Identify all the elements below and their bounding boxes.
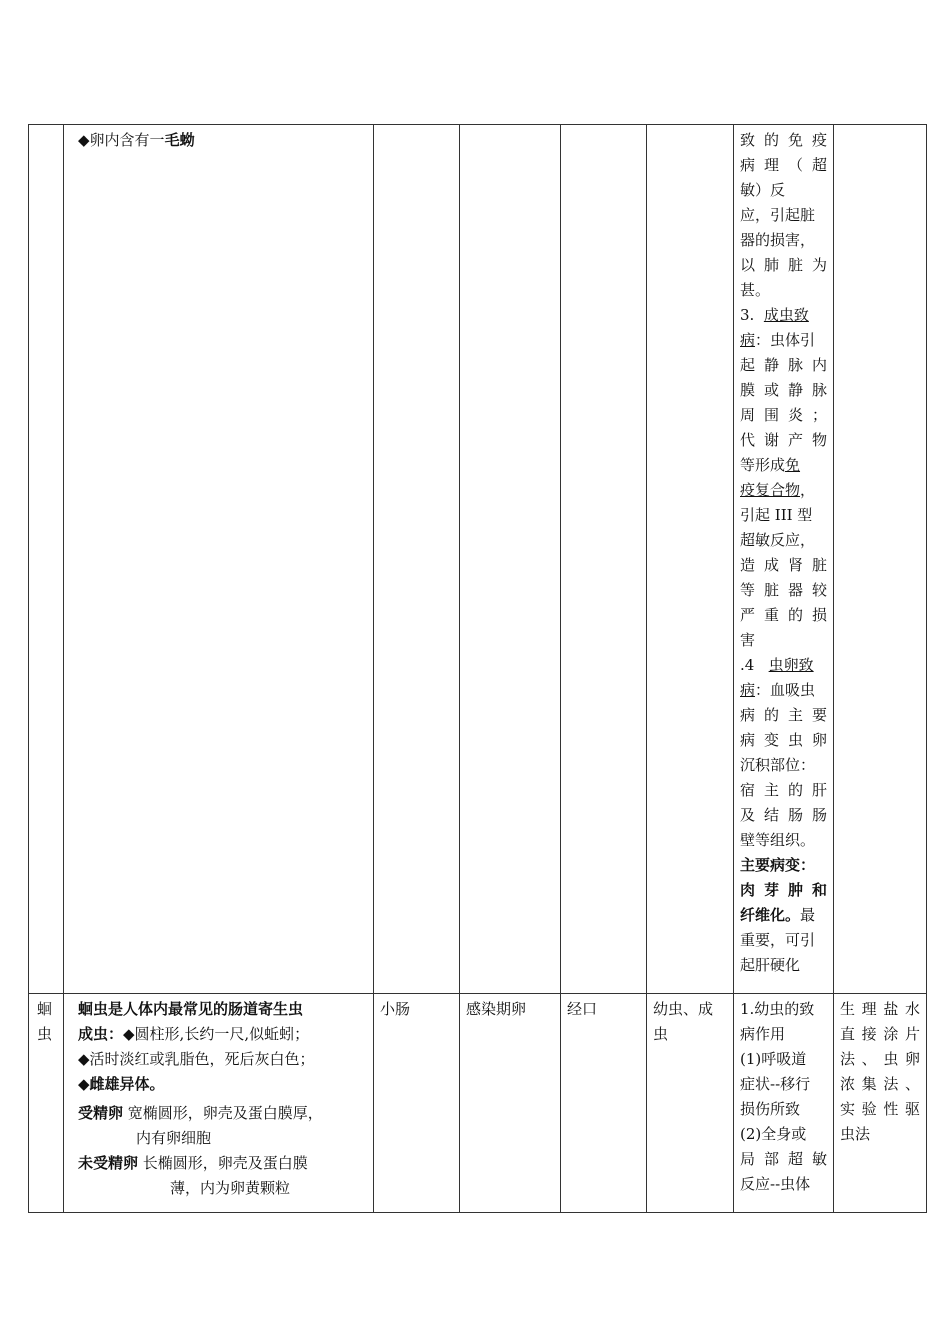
site-cell [374, 125, 460, 994]
fertilized-egg-label: 受精卵 [78, 1104, 124, 1122]
morphology-cell [64, 125, 374, 994]
pathogenesis-cell: 致的免疫 病理（超 敏）反 应，引起脏 器的损害， 以肺脏为 甚。 3. 成虫致 病：虫体引 起静脉内 膜或静脉 周围炎； 代谢产物 等形成免 疫复合物， 引起 III 型 超敏反应， 造成肾脏 等脏器较 严重的损 害 .4 虫卵致 病：血吸虫 病的主要 病变虫卵 沉积部位： 宿主的肝 及结肠肠 壁等组织。 主要病变： 肉芽肿和 纤维化。最 重要，可引 起肝硬化 [734, 125, 834, 994]
table-row [29, 125, 927, 994]
pathology-line: 甚。 [740, 281, 771, 299]
adult-pathogenesis-title: 成虫致 [763, 306, 809, 324]
parasite-name: 虫 [37, 1025, 53, 1043]
pathology-line: 器的损害， [740, 231, 816, 249]
diagnosis-cell [834, 125, 927, 994]
egg-description: 卵内含有一 [89, 131, 165, 149]
table-row [29, 994, 927, 1213]
pathology-line: 敏）反 [740, 181, 786, 199]
name-cell [29, 125, 64, 994]
item3-heading: 3. 成虫致 [740, 306, 809, 324]
pathology-line: 病理（超 [740, 156, 827, 174]
pathogenesis-cell: 1.幼虫的致 病作用 (1)呼吸道 症状--移行 损伤所致 (2)全身或 局部超敏 反应--虫体 [734, 994, 834, 1213]
morphology-cell: 蛔虫是人体内最常见的肠道寄生虫 成虫：◆圆柱形,长约一尺,似蚯蚓； ◆活时淡红或乳脂色，死后灰白色； ◆雌雄异体。 受精卵 宽椭圆形，卵壳及蛋白膜厚， 内有卵细胞 未受精卵 长椭圆形，卵壳及蛋白膜 薄，内为卵黄颗粒 [64, 994, 374, 1213]
site-cell: 小肠 [374, 994, 460, 1213]
pathology-line: 致的免疫 [740, 131, 827, 149]
route-cell: 经口 [561, 994, 647, 1213]
item4-heading: .4 虫卵致 [740, 656, 814, 674]
immune-complex-term: 疫复合物 [740, 481, 801, 499]
main-lesion-label: 主要病变： [740, 856, 816, 874]
pathogenic-stage-cell [647, 125, 734, 994]
parasite-name: 蛔 [37, 1000, 53, 1018]
pathology-line: 以肺脏为 [740, 256, 827, 274]
parasite-table [28, 124, 927, 1213]
unfertilized-egg-label: 未受精卵 [78, 1154, 139, 1172]
miracidium-term: 毛蚴 [164, 131, 195, 149]
pathogenic-stage-cell: 幼虫、成虫 [647, 994, 734, 1213]
adult-label: 成虫： [78, 1025, 124, 1043]
route-cell [561, 125, 647, 994]
egg-pathogenesis-title: 虫卵致 [768, 656, 814, 674]
diagnosis-cell: 生理盐水 直接涂片 法、虫卵 浓集法、 实验性驱 虫法 [834, 994, 927, 1213]
infective-stage-cell: 感染期卵 [460, 994, 561, 1213]
infective-stage-cell [460, 125, 561, 994]
bullet-icon: ◆ [78, 131, 90, 149]
name-cell [29, 994, 64, 1213]
pathology-line: 应，引起脏 [740, 206, 816, 224]
ascaris-intro: 蛔虫是人体内最常见的肠道寄生虫 [78, 1000, 304, 1018]
